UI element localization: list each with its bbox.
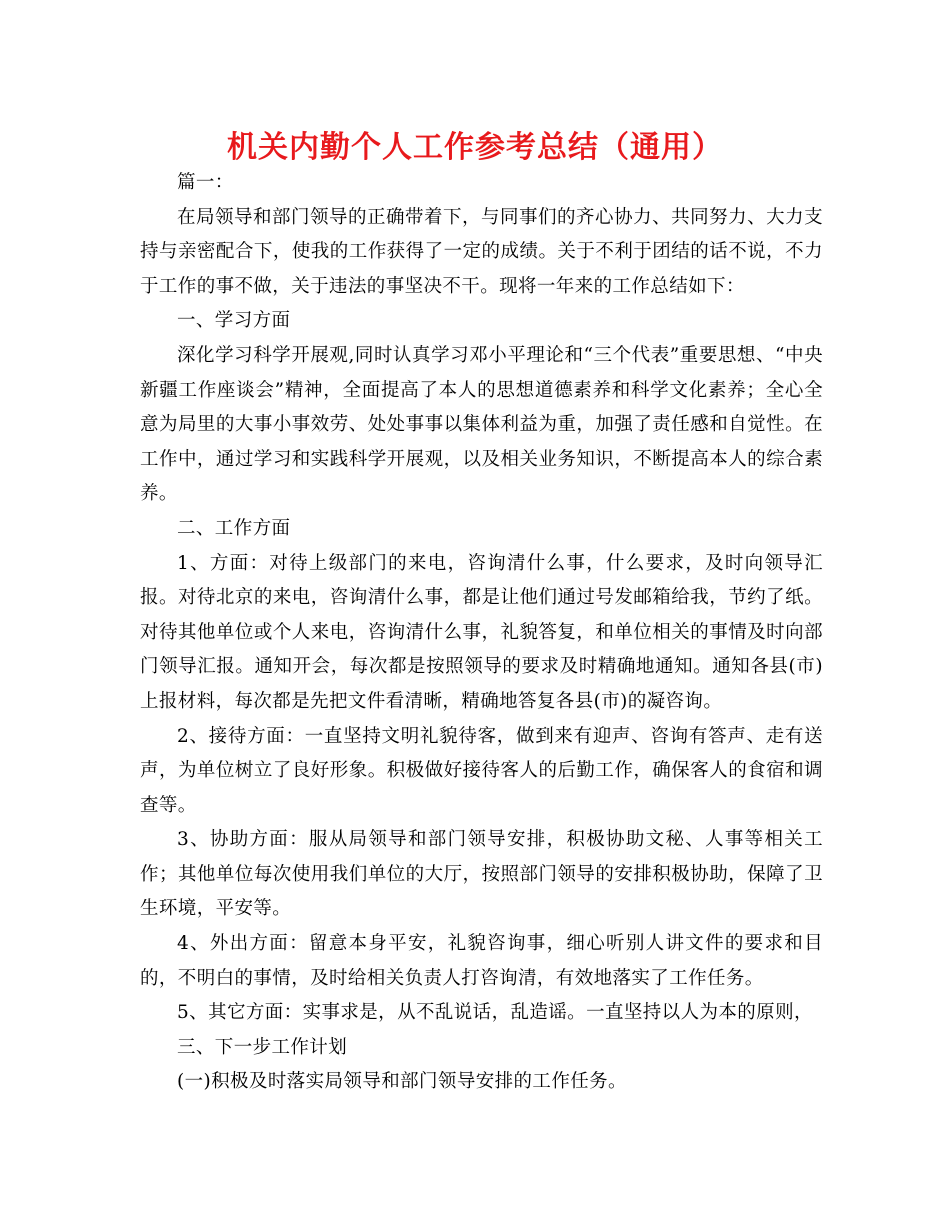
paragraph-plan-1: (一)积极及时落实局领导和部门领导安排的工作任务。 <box>177 1071 627 1093</box>
paragraph-work-5: 5、其它方面：实事求是，从不乱说话，乱造谣。一直坚持以人为本的原则， <box>177 1002 813 1024</box>
paragraph-study: 深化学习科学开展观,同时认真学习邓小平理论和“三个代表”重要思想、“中央新疆工作座谈会”精神，全面提高了本人的思想道德素养和科学文化素养；全心全意为局里的大事小事效劳、处处事事以集体利益为重，加强了责任感和自觉性。在工作中，通过学习和实践科学开展观，以及相关业务知识，不断提高本人的综合素养。 <box>140 344 823 505</box>
document-title: 机关内勤个人工作参考总结（通用） <box>227 130 723 165</box>
paragraph-intro: 在局领导和部门领导的正确带着下，与同事们的齐心协力、共同努力、大力支持与亲密配合下，使我的工作获得了一定的成绩。关于不利于团结的话不说，不力于工作的事不做，关于违法的事坚决不干。现将一年来的工作总结如下： <box>140 206 823 297</box>
paragraph-work-2: 2、接待方面：一直坚持文明礼貌待客，做到来有迎声、咨询有答声、走有送声，为单位树立了良好形象。积极做好接待客人的后勤工作，确保客人的食宿和调查等。 <box>140 725 823 816</box>
heading-work: 二、工作方面 <box>177 517 291 539</box>
document-body <box>140 166 823 1100</box>
paragraph-work-4: 4、外出方面：留意本身平安，礼貌咨询事，细心听别人讲文件的要求和目的，不明白的事情，及时给相关负责人打咨询清，有效地落实了工作任务。 <box>140 933 823 989</box>
heading-study: 一、学习方面 <box>177 310 291 332</box>
paragraph-work-1: 1、方面：对待上级部门的来电，咨询清什么事，什么要求，及时向领导汇报。对待北京的来电，咨询清什么事，都是让他们通过号发邮箱给我，节约了纸。对待其他单位或个人来电，咨询清什么事，礼貌答复，和单位相关的事情及时向部门领导汇报。通知开会，每次都是按照领导的要求及时精确地通知。通知各县(市)上报材料，每次都是先把文件看清晰，精确地答复各县(市)的凝咨询。 <box>140 552 823 712</box>
heading-next-plan: 三、下一步工作计划 <box>177 1036 348 1058</box>
paragraph-work-3: 3、协助方面：服从局领导和部门领导安排，积极协助文秘、人事等相关工作；其他单位每次使用我们单位的大厅，按照部门领导的安排积极协助，保障了卫生环境，平安等。 <box>140 829 823 920</box>
paragraph-section-label: 篇一： <box>177 172 234 193</box>
